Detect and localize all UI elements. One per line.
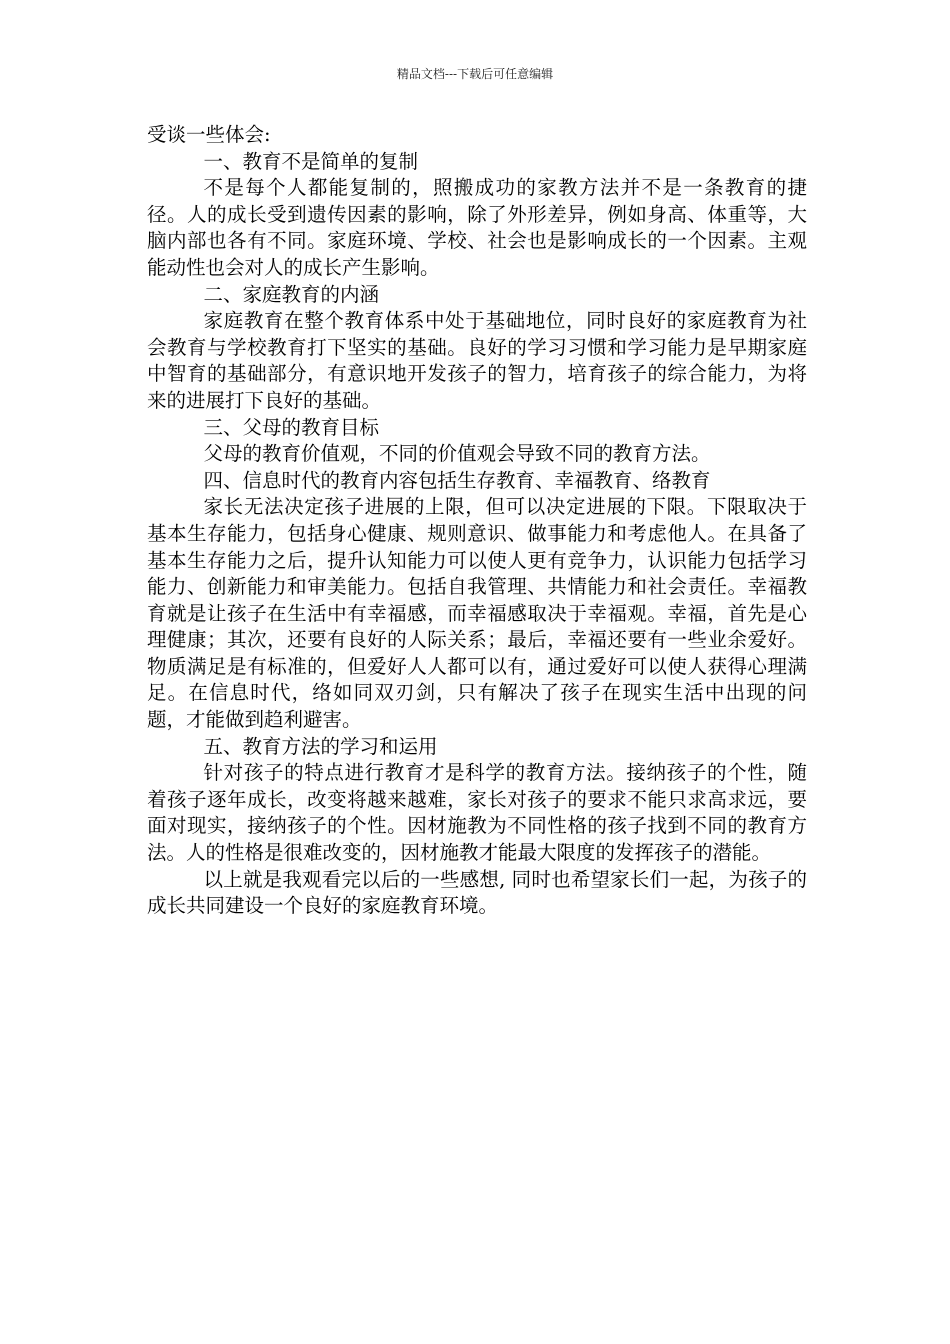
intro-line: 受谈一些体会: [147, 123, 271, 146]
body-paragraph-1: 不是每个人都能复制的，照搬成功的家教方法并不是一条教育的捷径。人的成长受到遗传因素的影响，除了外形差异，例如身高、体重等，大脑内部也各有不同。家庭环境、学校、社会也是影响成长的一个因素。主观能动性也会对人的成长产生影响。 [147, 176, 807, 279]
body-paragraph-4: 家长无法决定孩子进展的上限，但可以决定进展的下限。下限取决于基本生存能力，包括身心健康、规则意识、做事能力和考虑他人。在具备了基本生存能力之后，提升认知能力可以使人更有竞争力，认识能力包括学习能力、创新能力和审美能力。包括自我管理、共情能力和社会责任。幸福教育就是让孩子在生活中有幸福感，而幸福感取决于幸福观。幸福，首先是心理健康；其次，还要有良好的人际关系；最后，幸福还要有一些业余爱好。物质满足是有标准的，但爱好人人都可以有，通过爱好可以使人获得心理满足。在信息时代，络如同双刃剑，只有解决了孩子在现实生活中出现的问题，才能做到趋利避害。 [147, 495, 807, 732]
section-heading-4: 四、信息时代的教育内容包括生存教育、幸福教育、络教育 [203, 468, 711, 492]
section-heading-1: 一、教育不是简单的复制 [203, 149, 419, 173]
body-paragraph-2: 家庭教育在整个教育体系中处于基础地位，同时良好的家庭教育为社会教育与学校教育打下坚实的基础。良好的学习习惯和学习能力是早期家庭中智育的基础部分，有意识地开发孩子的智力，培育孩子的综合能力，为将来的进展打下良好的基础。 [147, 309, 807, 412]
section-heading-5: 五、教育方法的学习和运用 [203, 734, 438, 758]
section-heading-2: 二、家庭教育的内涵 [203, 282, 380, 306]
section-heading-3: 三、父母的教育目标 [203, 415, 380, 439]
body-paragraph-3: 父母的教育价值观，不同的价值观会导致不同的教育方法。 [203, 442, 711, 466]
body-paragraph-5: 针对孩子的特点进行教育才是科学的教育方法。接纳孩子的个性，随着孩子逐年成长，改变将越来越难，家长对孩子的要求不能只求高求远，要面对现实，接纳孩子的个性。因材施教为不同性格的孩子找到不同的教育方法。人的性格是很难改变的，因材施教才能最大限度的发挥孩子的潜能。 [147, 761, 807, 865]
page-header: 精品文档---下载后可任意编辑 [396, 67, 554, 81]
closing-paragraph: 以上就是我观看完以后的一些感想, 同时也希望家长们一起，为孩子的成长共同建设一个良好的家庭教育环境。 [147, 867, 807, 918]
document-body [147, 122, 807, 920]
